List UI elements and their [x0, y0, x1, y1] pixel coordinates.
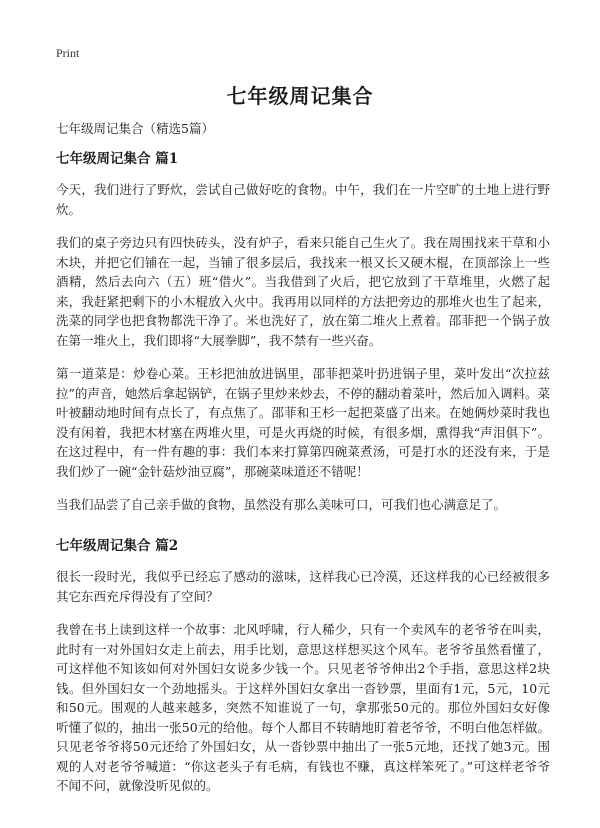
paragraph: 很长一段时光，我似乎已经忘了感动的滋味，这样我心已冷漠，还这样我的心已经被很多其它东西充斥得没有了空间？ [56, 569, 550, 604]
paragraph: 当我们品尝了自己亲手做的食物，虽然没有那么美味可口，可我们也心满意足了。 [56, 497, 507, 512]
section-heading: 七年级周记集合 篇2 [56, 538, 179, 554]
paragraph: 今天，我们进行了野炊，尝试自己做好吃的食物。中午，我们在一片空旷的土地上进行野炊。 [56, 182, 550, 217]
section-heading: 七年级周记集合 篇1 [56, 151, 179, 167]
section-2 [56, 536, 550, 796]
paragraph: 我们的桌子旁边只有四快砖头，没有炉子，看来只能自己生火了。我在周围找来干草和小木块，并把它们铺在一起，当铺了很多层后，我找来一根又长又硬木棍，在顶部涂上一些酒精，然后去向六（五）班“借火”。当我借到了火后，把它放到了干草堆里，火燃了起来，我赶紧把剩下的小木棍放入火中。我再用以同样的方法把旁边的那堆火也生了起来，洗菜的同学也把食物都洗干净了。米也洗好了，放在第二堆火上煮着。邵菲把一个锅子放在第一堆火上，我们即将“大展拳脚”，我不禁有一些兴奋。 [56, 235, 550, 348]
paragraph: 我曾在书上读到这样一个故事：北风呼啸，行人稀少，只有一个卖风车的老爷爷在叫卖，此时有一对外国妇女走上前去，用手比划，意思这样想买这个风车。老爷爷虽然看懂了，可这样他不知该如何对外国妇女说多少钱一个。只见老爷爷伸出2个手指，意思这样2块钱。但外国妇女一个劲地摇头。于这样外国妇女拿出一沓钞票，里面有1元，5元，10元和50元。围观的人越来越多，突然不知谁说了一句，拿那张50元的。那位外国妇女好像听懂了似的，抽出一张50元的给他。每个人都目不转睛地盯着老爷爷，不明白他怎样做。只见老爷爷将50元还给了外国妇女，从一沓钞票中抽出了一张5元地，还找了她3元。围观的人对老爷爷喊道：“你这老头子有毛病，有钱也不赚，真这样笨死了。”可这样老爷爷不闻不问，就像没听见似的。 [56, 622, 550, 793]
print-link[interactable]: Print [56, 46, 80, 60]
paragraph: 第一道菜是：炒卷心菜。王杉把油放进锅里，邵菲把菜叶扔进锅子里，菜叶发出“次拉兹拉”的声音，她然后拿起锅铲，在锅子里炒来炒去，不停的翻动着菜叶，然后加入调料。菜叶被翻动地时间有点长了，有点焦了。邵菲和王杉一起把菜盛了出来。在她俩炒菜时我也没有闲着，我把木材塞在两堆火里，可是火再烧的时候，有很多烟，熏得我“声泪俱下”。在这过程中，有一件有趣的事：我们本来打算第四碗菜煮汤，可是打水的还没有来，于是我们炒了一碗“金针菇炒油豆腐”，那碗菜味道还不错呢！ [56, 366, 550, 479]
section-1 [56, 149, 550, 515]
document-title: 七年级周记集合 [226, 84, 374, 108]
document-subtitle: 七年级周记集合（精选5篇） [56, 121, 214, 136]
